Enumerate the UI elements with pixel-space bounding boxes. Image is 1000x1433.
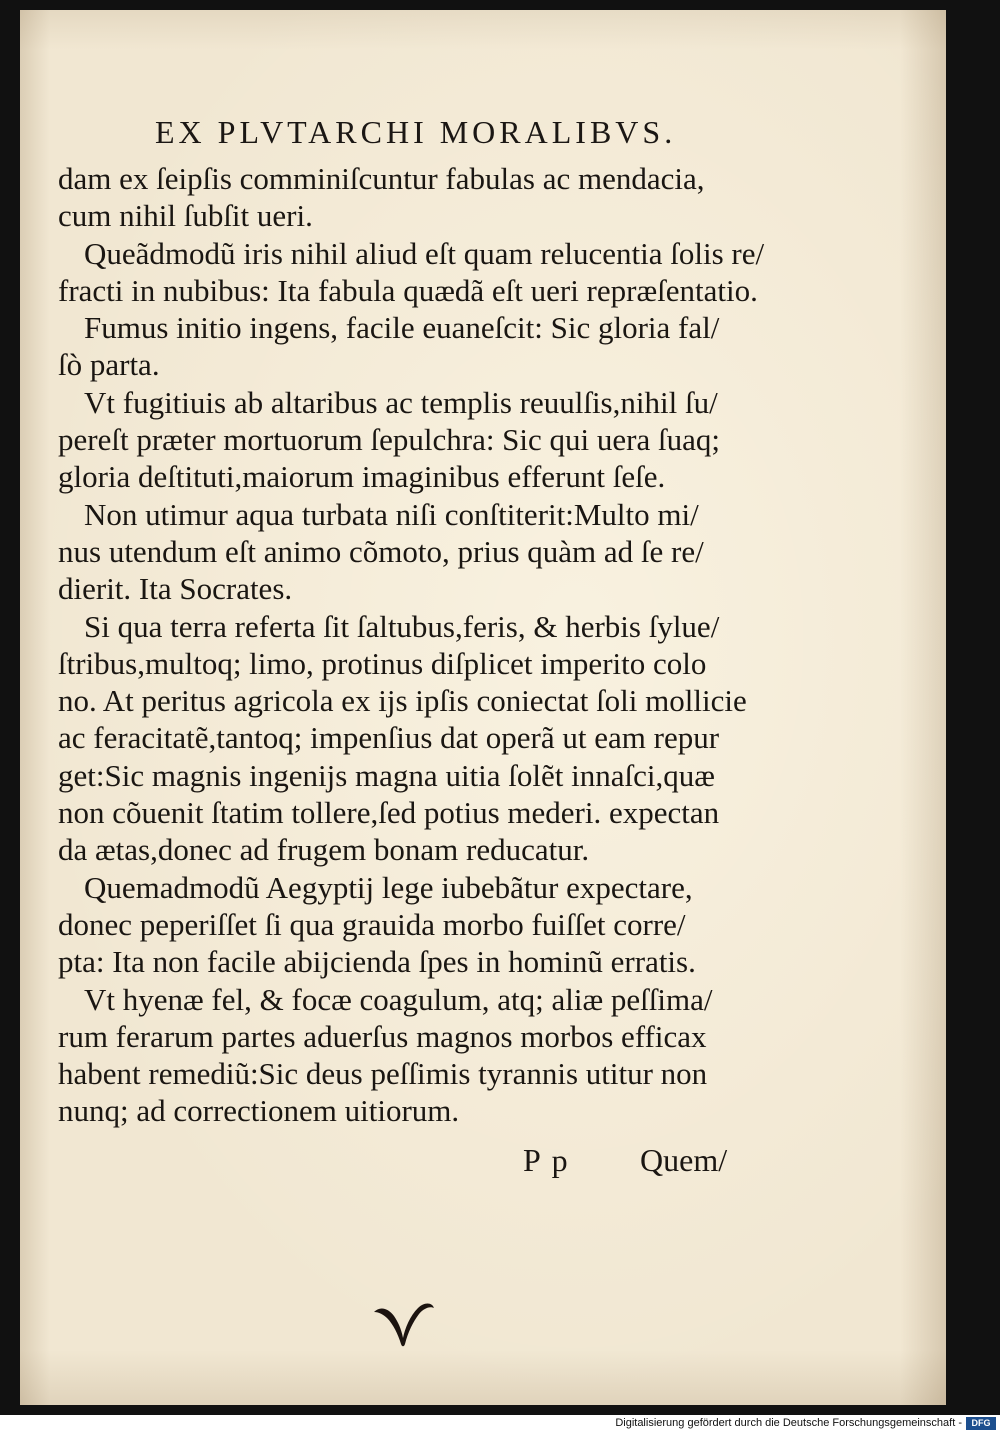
text-line: nunq; ad correctionem uitiorum.	[58, 1093, 460, 1129]
text-line: Non utimur aqua turbata niſi conſtiterit:Multo mi/	[84, 496, 699, 532]
text-line: donec peperiſſet ſi qua grauida morbo fuiſſet corre/	[58, 906, 686, 942]
text-line: no. At peritus agricola ex ijs ipſis coniectat ſoli mollicie	[58, 683, 747, 719]
text-line: fracti in nubibus: Ita fabula quædã eſt ueri repræſentatio.	[58, 272, 758, 308]
text-line: Quemadmodũ Aegyptij lege iubebãtur expectare,	[84, 869, 693, 905]
text-line: ſò parta.	[58, 347, 160, 383]
text-line: gloria deſtituti,maiorum imaginibus efferunt ſeſe.	[58, 459, 666, 495]
funding-credit: Digitalisierung gefördert durch die Deutsche Forschungsgemeinschaft -	[615, 1417, 962, 1429]
text-line: Queãdmodũ iris nihil aliud eſt quam relucentia ſolis re/	[84, 235, 765, 271]
text-line: get:Sic magnis ingenijs magna uitia ſolẽt innaſci,quæ	[58, 757, 715, 793]
text-line: nus utendum eſt animo cõmoto, prius quàm ad ſe re/	[58, 533, 704, 569]
text-line: habent remediũ:Sic deus peſſimis tyrannis utitur non	[58, 1056, 708, 1092]
dfg-logo: DFG	[966, 1417, 996, 1430]
text-line: Vt fugitiuis ab altaribus ac templis reuulſis,nihil ſu/	[84, 384, 718, 420]
text-line: Vt hyenæ fel, & focæ coagulum, atq; aliæ peſſima/	[84, 981, 713, 1017]
text-line: pereſt præter mortuorum ſepulchra: Sic qui uera ſuaq;	[58, 422, 720, 458]
text-line: Fumus initio ingens, facile euaneſcit: Sic gloria fal/	[84, 310, 720, 346]
text-line: Si qua terra referta ſit ſaltubus,feris, & herbis ſylue/	[84, 608, 720, 644]
text-line: non cõuenit ſtatim tollere,ſed potius mederi. expectan	[58, 795, 720, 831]
text-line: dierit. Ita Socrates.	[58, 571, 293, 607]
book-page	[20, 10, 946, 1405]
catchword: Quem/	[640, 1142, 728, 1178]
text-line: ac feracitatẽ,tantoq; impenſius dat operã ut eam repur	[58, 720, 720, 756]
text-line: rum ferarum partes aduerſus magnos morbos efficax	[58, 1018, 707, 1054]
text-line: da ætas,donec ad frugem bonam reducatur.	[58, 832, 590, 868]
text-line: pta: Ita non facile abijcienda ſpes in hominũ erratis.	[58, 944, 696, 980]
text-line: dam ex ſeipſis comminiſcuntur fabulas ac mendacia,	[58, 161, 705, 196]
text-line: cum nihil ſubſit ueri.	[58, 198, 313, 234]
heart-fleuron-icon	[372, 1298, 436, 1348]
signature-mark: P p	[523, 1142, 570, 1178]
running-head: EX PLVTARCHI MORALIBVS.	[155, 114, 677, 150]
body-text	[58, 160, 765, 1130]
text-line: ſtribus,multoq; limo, protinus diſplicet imperito colo	[58, 645, 707, 681]
footer-bar	[0, 1415, 1000, 1433]
